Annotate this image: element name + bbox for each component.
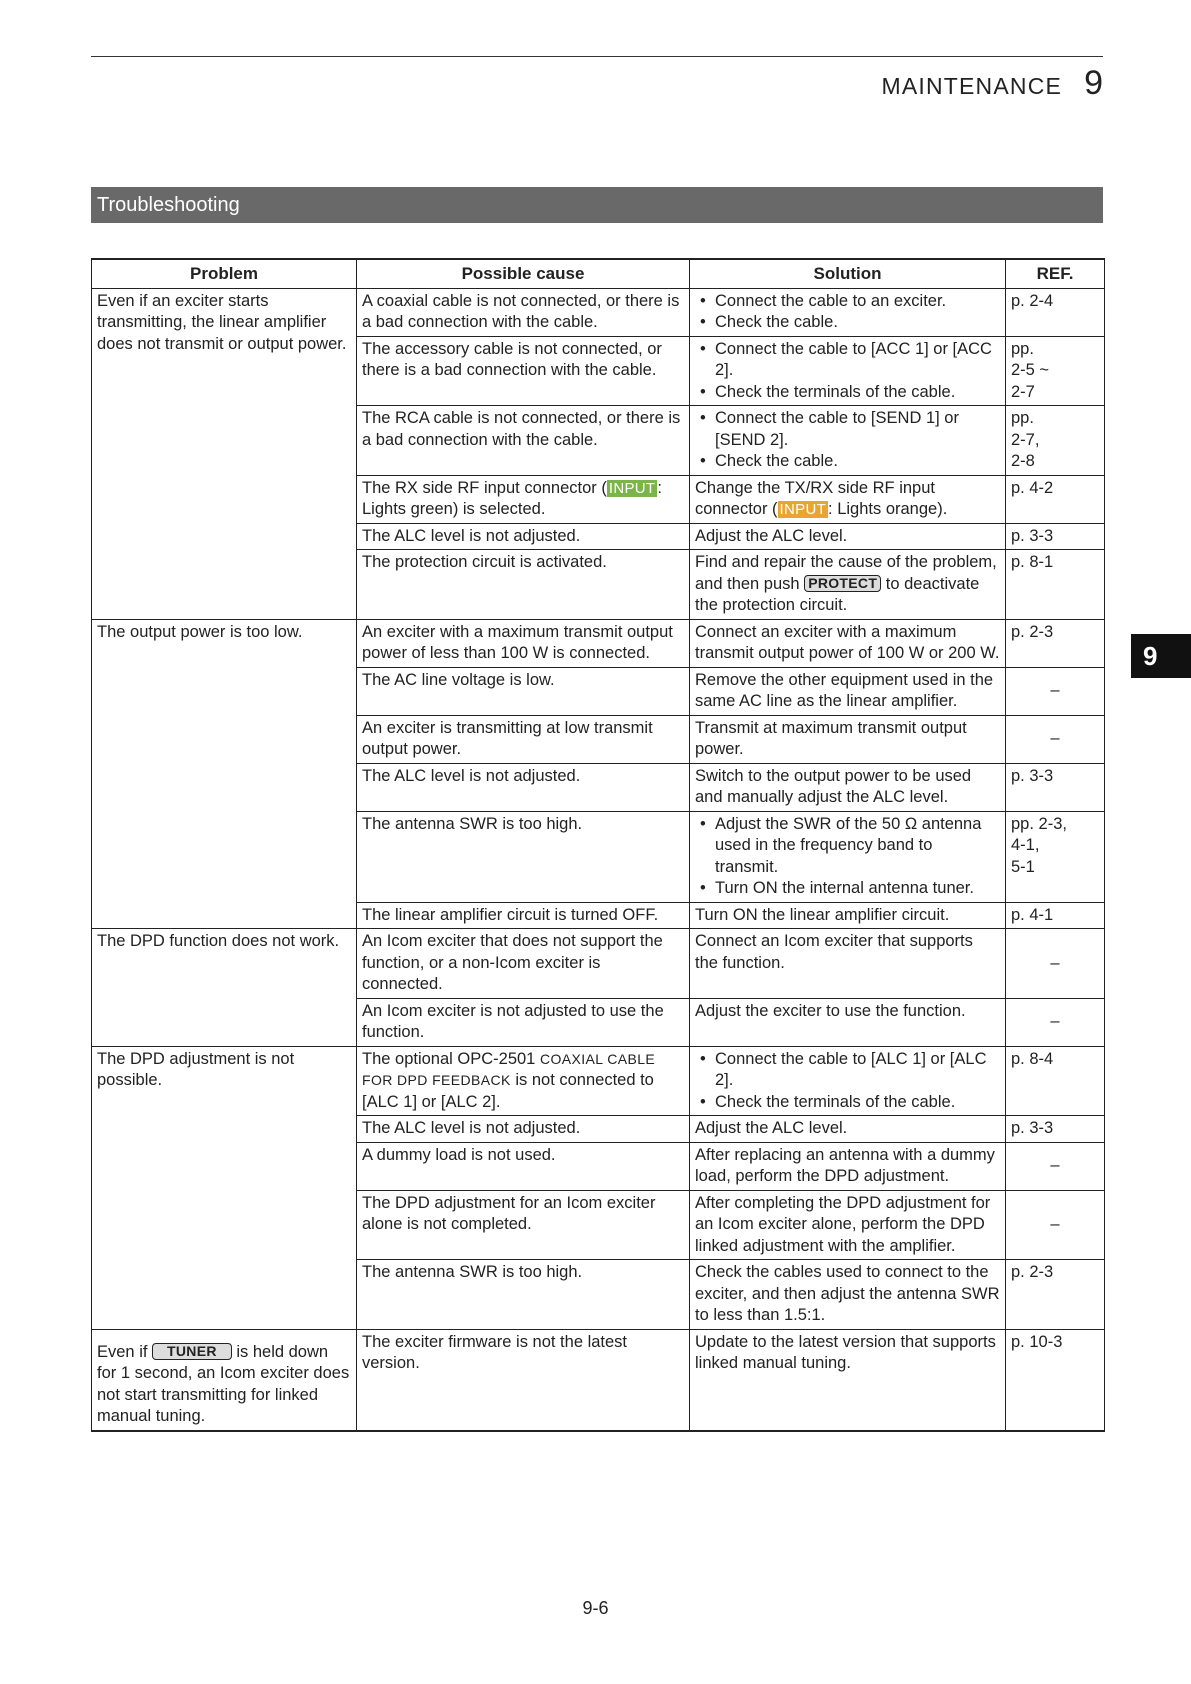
solution-cell — [690, 1046, 1006, 1116]
table-header-row — [92, 259, 1105, 288]
cause-cell: An exciter with a maximum transmit output power of less than 100 W is connected. — [357, 619, 690, 667]
solution-bullet: • Check the terminals of the cable. — [695, 1092, 1000, 1114]
ref-cell: p. 2-3 — [1006, 1260, 1105, 1330]
solution-cell: Update to the latest version that supports linked manual tuning. — [690, 1329, 1006, 1431]
ref-cell: p. 2-4 — [1006, 288, 1105, 336]
ref-cell: p. 8-4 — [1006, 1046, 1105, 1116]
cause-cell — [357, 475, 690, 523]
solution-cell: Turn ON the linear amplifier circuit. — [690, 902, 1006, 929]
solution-cell: After replacing an antenna with a dummy load, perform the DPD adjustment. — [690, 1142, 1006, 1190]
cause-cell: The antenna SWR is too high. — [357, 1260, 690, 1330]
solution-cell — [690, 336, 1006, 406]
solution-bullet: • Connect the cable to an exciter. — [695, 291, 1000, 313]
ref-cell: – — [1006, 1142, 1105, 1190]
cause-cell: The RCA cable is not connected, or there is a bad connection with the cable. — [357, 406, 690, 476]
input-indicator-orange: INPUT — [779, 501, 827, 518]
ref-cell: p. 3-3 — [1006, 763, 1105, 811]
cause-cell: The ALC level is not adjusted. — [357, 763, 690, 811]
cause-cell: The ALC level is not adjusted. — [357, 1116, 690, 1143]
ref-cell: – — [1006, 667, 1105, 715]
cause-cell: The ALC level is not adjusted. — [357, 523, 690, 550]
troubleshooting-table — [91, 258, 1105, 1432]
ref-cell: p. 8-1 — [1006, 550, 1105, 620]
problem-cell: Even if an exciter starts transmitting, the linear amplifier does not transmit or output power. — [92, 288, 357, 619]
solution-bullet: • Check the cable. — [695, 312, 1000, 334]
solution-cell: After completing the DPD adjustment for an Icom exciter alone, perform the DPD linked adjustment with the amplifier. — [690, 1190, 1006, 1260]
cause-cell: An Icom exciter is not adjusted to use the function. — [357, 998, 690, 1046]
ref-cell: p. 3-3 — [1006, 523, 1105, 550]
problem-cell: The DPD adjustment is not possible. — [92, 1046, 357, 1329]
solution-bullet: • Adjust the SWR of the 50 Ω antenna used in the frequency band to transmit. — [695, 814, 1000, 879]
cause-cell: The exciter firmware is not the latest version. — [357, 1329, 690, 1431]
table-row — [92, 1329, 1105, 1431]
cause-cell: The accessory cable is not connected, or there is a bad connection with the cable. — [357, 336, 690, 406]
ref-cell: – — [1006, 998, 1105, 1046]
protect-key: PROTECT — [804, 575, 881, 592]
solution-bullet: • Connect the cable to [ALC 1] or [ALC 2]. — [695, 1049, 1000, 1092]
input-indicator-green: INPUT — [608, 479, 656, 497]
problem-text: is held down for 1 second, an Icom exciter does not start transmitting for linked manual tuning. — [97, 1342, 350, 1425]
solution-cell: Remove the other equipment used in the same AC line as the linear amplifier. — [690, 667, 1006, 715]
ref-cell: p. 3-3 — [1006, 1116, 1105, 1143]
table-row — [92, 619, 1105, 667]
cause-text: : Lights green) is selected. — [362, 478, 662, 518]
cause-cell: The antenna SWR is too high. — [357, 811, 690, 902]
solution-cell — [690, 550, 1006, 620]
chapter-header — [881, 64, 1103, 103]
cause-cell: The linear amplifier circuit is turned OFF. — [357, 902, 690, 929]
ref-cell: – — [1006, 929, 1105, 999]
header-ref: REF. — [1006, 259, 1105, 288]
cause-cell: A coaxial cable is not connected, or there is a bad connection with the cable. — [357, 288, 690, 336]
cause-text: is not connected to [ALC 1] or [ALC 2]. — [362, 1071, 654, 1111]
header-solution: Solution — [690, 259, 1006, 288]
cable-name: COAXIAL CABLE FOR DPD FEEDBACK — [362, 1050, 656, 1088]
ref-cell: pp. 2-7, 2-8 — [1006, 406, 1105, 476]
ref-cell: – — [1006, 1190, 1105, 1260]
problem-cell — [92, 1329, 357, 1431]
cause-cell: The protection circuit is activated. — [357, 550, 690, 620]
solution-text: Find and repair the cause of the problem, and then push — [695, 553, 997, 593]
solution-bullet: • Check the cable. — [695, 451, 1000, 473]
ref-cell: pp. 2-3, 4-1, 5-1 — [1006, 811, 1105, 902]
cause-cell — [357, 1046, 690, 1116]
table-row — [92, 1046, 1105, 1116]
ref-cell: pp. 2-5 ~ 2-7 — [1006, 336, 1105, 406]
solution-cell — [690, 475, 1006, 523]
solution-cell: Transmit at maximum transmit output power. — [690, 715, 1006, 763]
top-rule — [91, 56, 1103, 57]
chapter-title: MAINTENANCE — [881, 73, 1063, 99]
cause-cell: An Icom exciter that does not support the function, or a non-Icom exciter is connected. — [357, 929, 690, 999]
problem-cell: The output power is too low. — [92, 619, 357, 929]
header-cause: Possible cause — [357, 259, 690, 288]
ref-cell: p. 2-3 — [1006, 619, 1105, 667]
cause-cell: The AC line voltage is low. — [357, 667, 690, 715]
solution-cell — [690, 811, 1006, 902]
cause-cell: The DPD adjustment for an Icom exciter alone is not completed. — [357, 1190, 690, 1260]
solution-cell: Switch to the output power to be used and manually adjust the ALC level. — [690, 763, 1006, 811]
ref-cell: p. 4-2 — [1006, 475, 1105, 523]
section-title: Troubleshooting — [91, 187, 1103, 223]
cause-text: The optional OPC-2501 — [362, 1049, 540, 1068]
header-problem: Problem — [92, 259, 357, 288]
cause-text: The RX side RF input connector ( — [362, 478, 607, 497]
solution-cell: Connect an exciter with a maximum transmit output power of 100 W or 200 W. — [690, 619, 1006, 667]
cause-cell: A dummy load is not used. — [357, 1142, 690, 1190]
solution-cell: Adjust the exciter to use the function. — [690, 998, 1006, 1046]
solution-text: to deactivate the protection circuit. — [695, 574, 980, 614]
solution-cell — [690, 288, 1006, 336]
tuner-key: TUNER — [152, 1343, 232, 1360]
solution-text: Change the TX/RX side RF input connector ( — [695, 478, 935, 518]
table-row — [92, 288, 1105, 336]
ref-cell: – — [1006, 715, 1105, 763]
solution-bullet: • Check the terminals of the cable. — [695, 382, 1000, 404]
solution-cell: Check the cables used to connect to the exciter, and then adjust the antenna SWR to less than 1.5:1. — [690, 1260, 1006, 1330]
problem-text: Even if — [97, 1342, 153, 1361]
page-number: 9-6 — [582, 1598, 609, 1618]
solution-text: : Lights orange). — [828, 500, 948, 518]
ref-cell: p. 4-1 — [1006, 902, 1105, 929]
solution-bullet: • Turn ON the internal antenna tuner. — [695, 878, 1000, 900]
table-row — [92, 929, 1105, 999]
solution-cell: Adjust the ALC level. — [690, 523, 1006, 550]
ref-cell: p. 10-3 — [1006, 1329, 1105, 1431]
problem-cell: The DPD function does not work. — [92, 929, 357, 1047]
solution-cell — [690, 406, 1006, 476]
solution-bullet: • Connect the cable to [ACC 1] or [ACC 2]. — [695, 339, 1000, 382]
solution-bullet: • Connect the cable to [SEND 1] or [SEND 2]. — [695, 408, 1000, 451]
solution-cell: Adjust the ALC level. — [690, 1116, 1006, 1143]
cause-cell: An exciter is transmitting at low transmit output power. — [357, 715, 690, 763]
chapter-side-tab[interactable]: 9 — [1131, 634, 1191, 678]
solution-cell: Connect an Icom exciter that supports the function. — [690, 929, 1006, 999]
chapter-number: 9 — [1084, 64, 1103, 102]
